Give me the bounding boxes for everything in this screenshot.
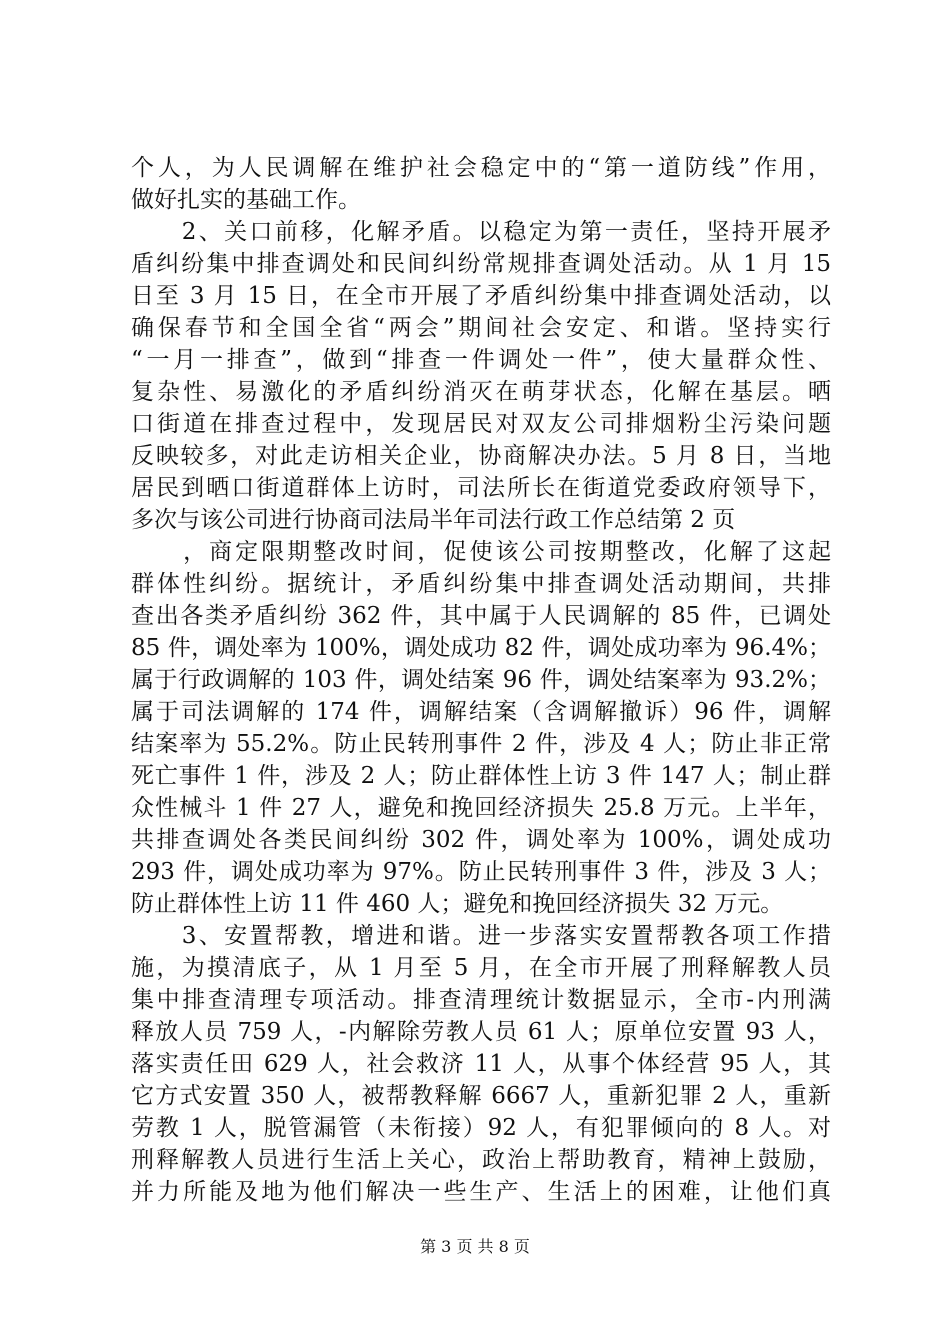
text-line: 刑释解教人员进行生活上关心，政治上帮助教育，精神上鼓励， [131,1147,831,1173]
text-line: ，商定限期整改时间，促使该公司按期整改，化解了这起 [131,539,831,565]
text-line: 复杂性、易激化的矛盾纠纷消灭在萌芽状态，化解在基层。晒 [131,379,831,405]
text-line: 属于司法调解的 174 件，调解结案（含调解撤诉）96 件，调解 [131,699,831,725]
text-line: 居民到晒口街道群体上访时，司法所长在街道党委政府领导下， [131,475,831,501]
text-line: 2、关口前移，化解矛盾。以稳定为第一责任，坚持开展矛 [131,219,831,245]
text-line: 确保春节和全国全省“两会”期间社会安定、和谐。坚持实行 [131,315,831,341]
text-line: 它方式安置 350 人，被帮教释解 6667 人，重新犯罪 2 人，重新 [131,1083,831,1109]
text-line: 施，为摸清底子，从 1 月至 5 月，在全市开展了刑释解教人员 [131,955,831,981]
text-line: 日至 3 月 15 日，在全市开展了矛盾纠纷集中排查调处活动，以 [131,283,831,309]
text-line: 293 件，调处成功率为 97%。防止民转刑事件 3 件，涉及 3 人； [131,859,831,885]
text-line: 属于行政调解的 103 件，调处结案 96 件，调处结案率为 93.2%； [131,667,831,693]
text-line: 查出各类矛盾纠纷 362 件，其中属于人民调解的 85 件，已调处 [131,603,831,629]
text-line: 个人，为人民调解在维护社会稳定中的“第一道防线”作用， [131,155,831,181]
text-line: 群体性纠纷。据统计，矛盾纠纷集中排查调处活动期间，共排 [131,571,831,597]
text-line: “一月一排查”，做到“排查一件调处一件”，使大量群众性、 [131,347,831,373]
body-text [131,152,831,1208]
text-line: 多次与该公司进行协商司法局半年司法行政工作总结第 2 页 [131,507,736,533]
text-line: 防止群体性上访 11 件 460 人；避免和挽回经济损失 32 万元。 [131,891,784,917]
text-line: 3、安置帮教，增进和谐。进一步落实安置帮教各项工作措 [131,923,831,949]
text-line: 劳教 1 人，脱管漏管（未衔接）92 人，有犯罪倾向的 8 人。对 [131,1115,831,1141]
text-line: 众性械斗 1 件 27 人，避免和挽回经济损失 25.8 万元。上半年， [131,795,831,821]
text-line: 共排查调处各类民间纠纷 302 件，调处率为 100%，调处成功 [131,827,831,853]
page-number-label: 第 3 页 共 8 页 [420,1237,530,1256]
text-line: 死亡事件 1 件，涉及 2 人；防止群体性上访 3 件 147 人；制止群 [131,763,831,789]
text-line: 盾纠纷集中排查调处和民间纠纷常规排查调处活动。从 1 月 15 [131,251,831,277]
text-line: 口街道在排查过程中，发现居民对双友公司排烟粉尘污染问题 [131,411,831,437]
text-line: 结案率为 55.2%。防止民转刑事件 2 件，涉及 4 人；防止非正常 [131,731,831,757]
page-footer [0,1234,950,1257]
text-line: 做好扎实的基础工作。 [131,187,361,213]
text-line: 集中排查清理专项活动。排查清理统计数据显示，全市-内刑满 [131,987,831,1013]
text-line: 反映较多，对此走访相关企业，协商解决办法。5 月 8 日，当地 [131,443,831,469]
text-line: 并力所能及地为他们解决一些生产、生活上的困难，让他们真 [131,1179,831,1205]
text-line: 85 件，调处率为 100%，调处成功 82 件，调处成功率为 96.4%； [131,635,831,661]
text-line: 落实责任田 629 人，社会救济 11 人，从事个体经营 95 人，其 [131,1051,831,1077]
text-line: 释放人员 759 人，-内解除劳教人员 61 人；原单位安置 93 人， [131,1019,831,1045]
